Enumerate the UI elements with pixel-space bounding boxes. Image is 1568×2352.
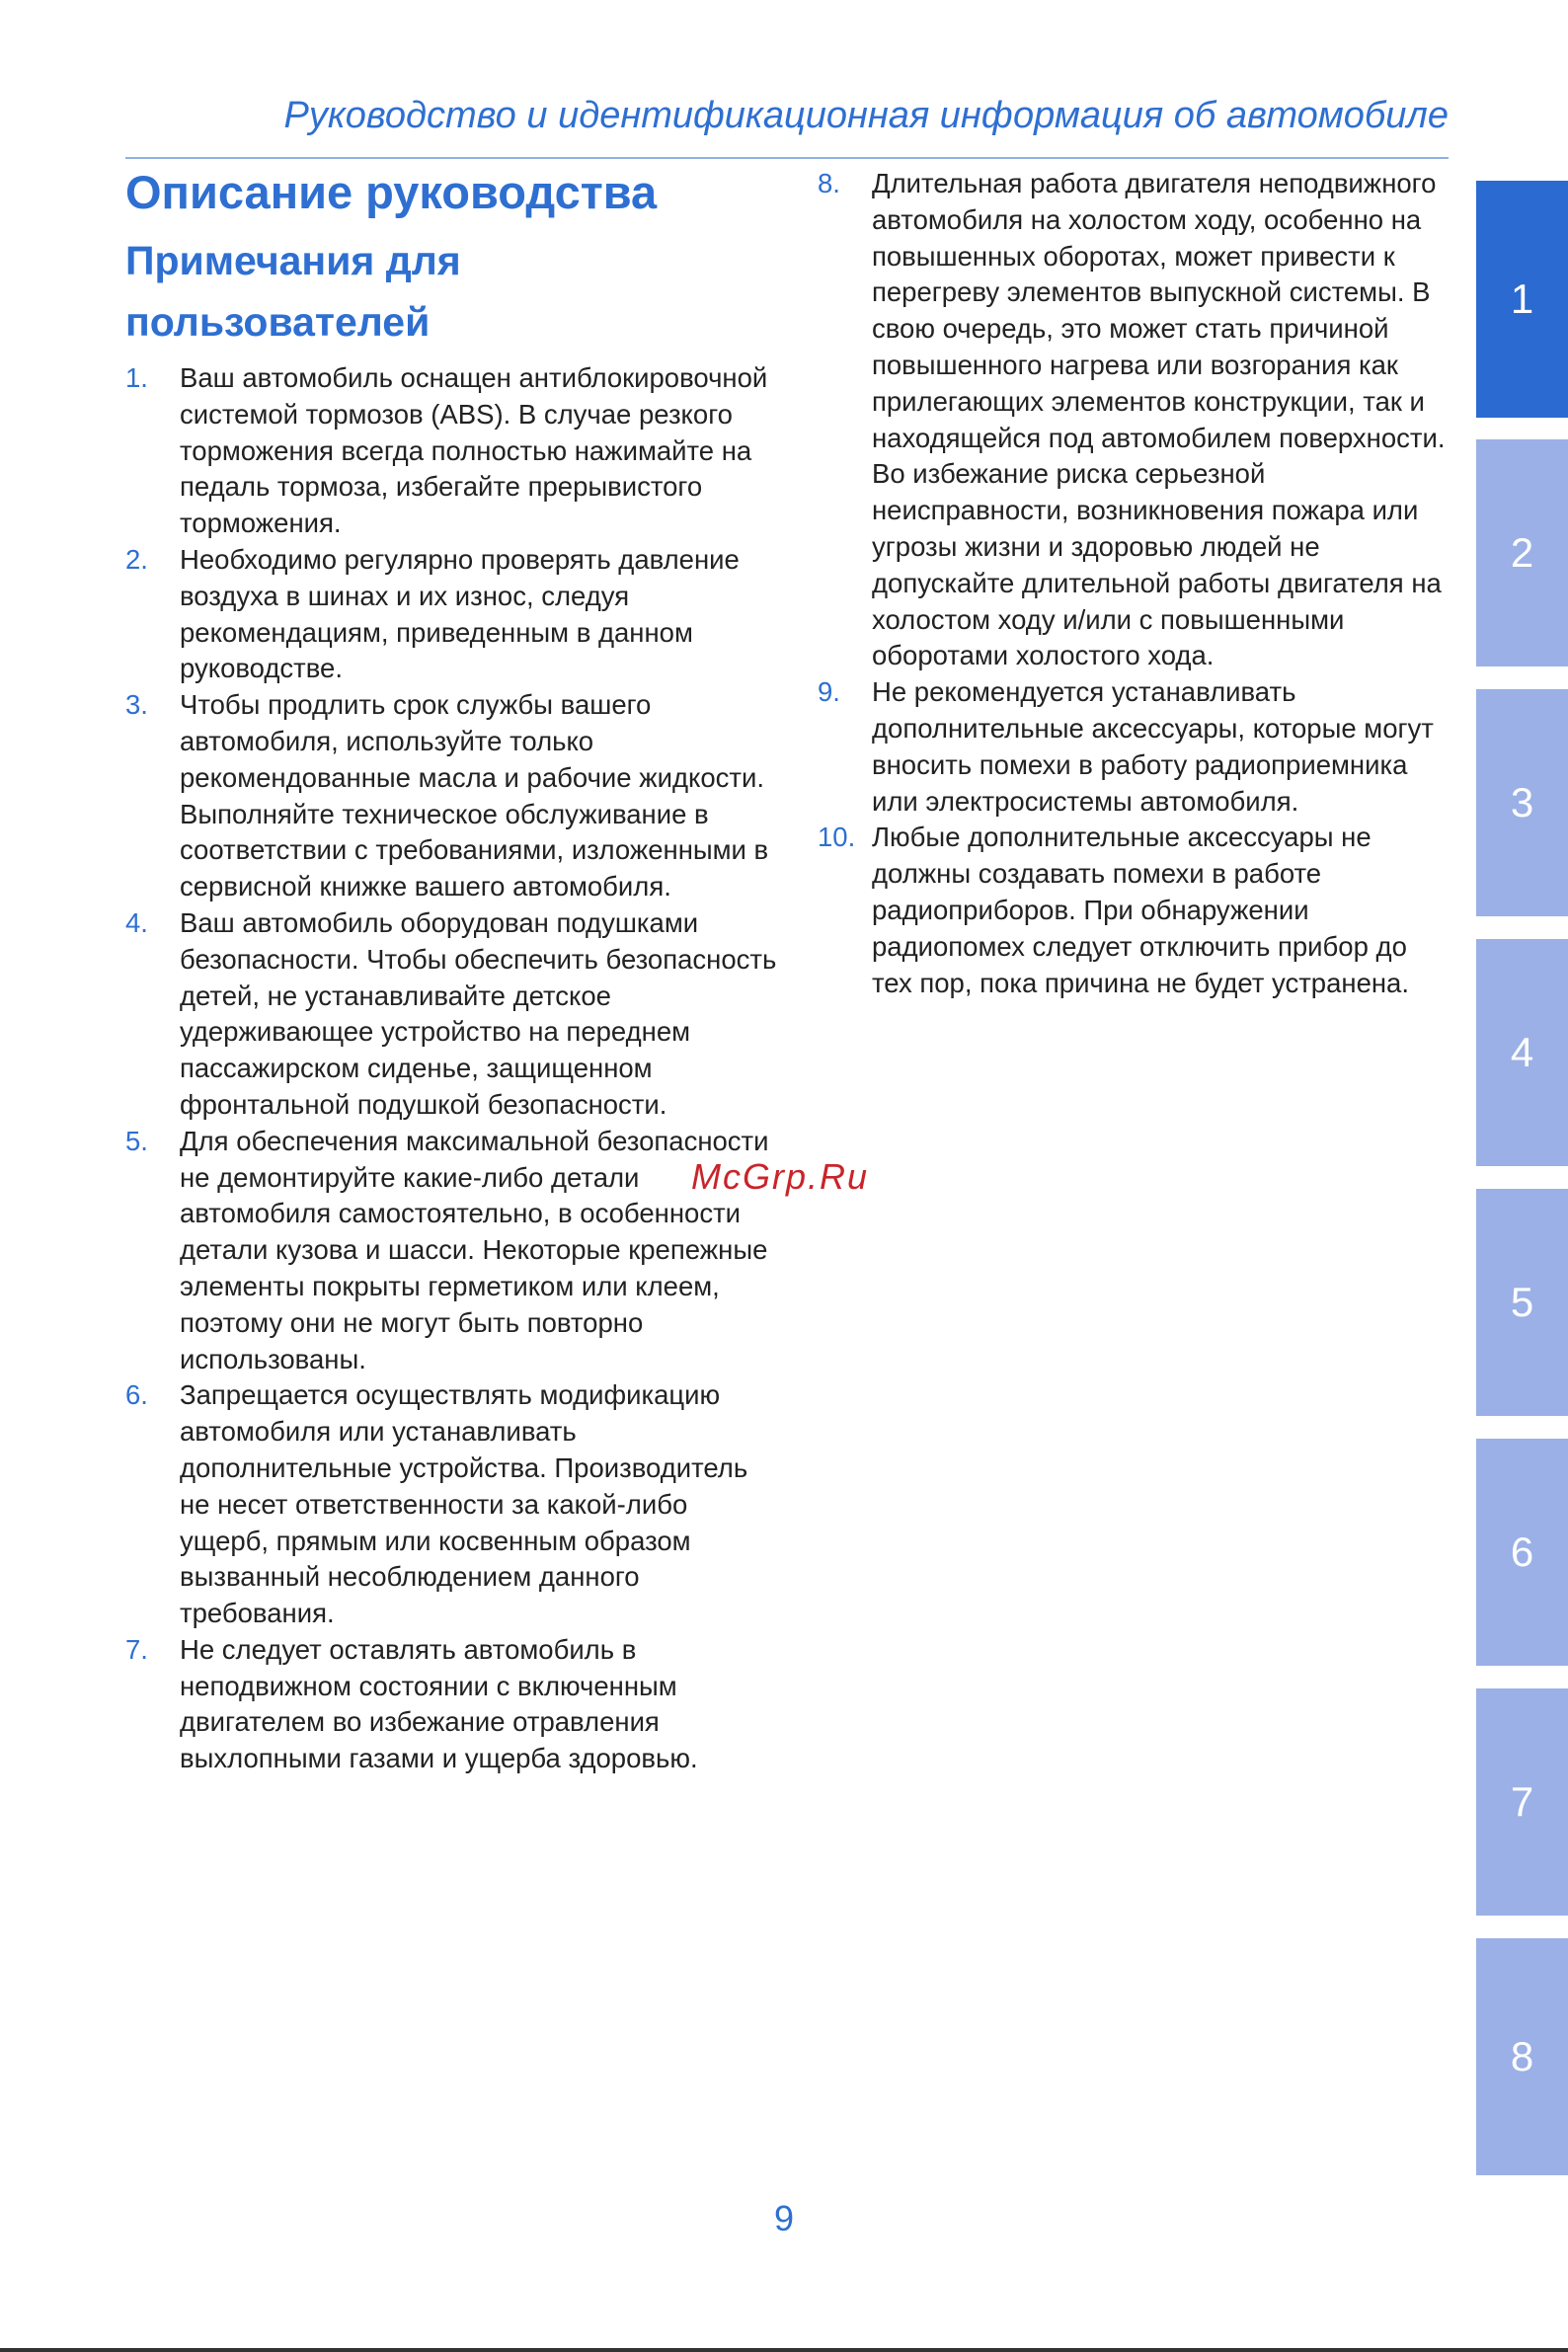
page-header-title: Руководство и идентификационная информация об автомобиле xyxy=(283,95,1449,136)
list-item xyxy=(818,166,1450,674)
item-text: Необходимо регулярно проверять давление воздуха в шинах и их износ, следуя рекомендациям, приведенным в данном руководстве. xyxy=(180,543,740,684)
item-text: Ваш автомобиль оборудован подушками безопасности. Чтобы обеспечить безопасность детей, не устанавливайте детское удерживающее устройство на переднем пассажирском сиденье, защищенном фронтальной подушкой безопасности. xyxy=(180,906,777,1120)
list-item xyxy=(125,687,777,905)
item-number: 8. xyxy=(818,168,840,198)
header-divider xyxy=(125,157,1449,159)
chapter-tab-7[interactable]: 7 xyxy=(1476,1688,1568,1916)
right-column xyxy=(818,166,1450,1001)
chapter-tab-8[interactable]: 8 xyxy=(1476,1938,1568,2175)
item-number: 10. xyxy=(818,822,856,853)
list-item xyxy=(818,820,1450,1001)
list-item xyxy=(125,1124,777,1378)
item-text: Не следует оставлять автомобиль в неподвижном состоянии с включенным двигателем во избежание отравления выхлопными газами и ущерба здоровью. xyxy=(180,1633,698,1774)
item-text: Для обеспечения максимальной безопасности не демонтируйте какие-либо детали автомобиля самостоятельно, в особенности детали кузова и шасси. Некоторые крепежные элементы покрыты герметиком или клеем, поэтому они не могут быть повторно использованы. xyxy=(180,1125,769,1374)
item-number: 2. xyxy=(125,543,148,575)
notes-list-right xyxy=(818,166,1450,1001)
item-text: Любые дополнительные аксессуары не должны создавать помехи в работе радиоприборов. При обнаружении радиопомех следует отключить прибор до тех пор, пока причина не будет устранена. xyxy=(872,822,1409,998)
section-title: Описание руководства xyxy=(125,166,658,218)
chapter-tab-6[interactable]: 6 xyxy=(1476,1439,1568,1666)
section-subtitle: Примечания для пользователей xyxy=(125,238,461,345)
item-number: 7. xyxy=(125,1633,148,1665)
item-number: 1. xyxy=(125,362,148,393)
chapter-tab-5[interactable]: 5 xyxy=(1476,1189,1568,1416)
item-number: 3. xyxy=(125,689,148,721)
item-number: 9. xyxy=(818,676,840,708)
list-item xyxy=(125,1632,777,1777)
item-text: Ваш автомобиль оснащен антиблокировочной системой тормозов (ABS). В случае резкого торможения всегда полностью нажимайте на педаль тормоза, избегайте прерывистого торможения. xyxy=(180,362,768,539)
chapter-tab-2[interactable]: 2 xyxy=(1476,439,1568,666)
list-item xyxy=(125,905,777,1124)
chapter-tab-3[interactable]: 3 xyxy=(1476,689,1568,916)
chapter-tab-1[interactable]: 1 xyxy=(1476,181,1568,418)
item-text: Длительная работа двигателя неподвижного автомобиля на холостом ходу, особенно на повышенных оборотах, может привести к перегреву элементов выпускной системы. В свою очередь, это может стать причиной повышенного нагрева или возгорания как прилегающих элементов конструкции, так и находящейся под автомобилем поверхности. Во избежание риска серьезной неисправности, возникновения пожара или угрозы жизни и здоровью людей не допускайте длительной работы двигателя на холостом ходу и/или с повышенными оборотами холостого хода. xyxy=(872,168,1446,671)
item-text: Чтобы продлить срок службы вашего автомобиля, используйте только рекомендованные масла и рабочие жидкости. Выполняйте техническое обслуживание в соответствии с требованиями, изложенными в сервисной книжке вашего автомобиля. xyxy=(180,689,769,902)
item-text: Запрещается осуществлять модификацию автомобиля или устанавливать дополнительные устройства. Производитель не несет ответственности за какой-либо ущерб, прямым или косвенным образом вызванный несоблюдением данного требования. xyxy=(180,1379,748,1629)
notes-list-left xyxy=(125,360,777,1777)
watermark: McGrp.Ru xyxy=(691,1156,870,1197)
page-number: 9 xyxy=(773,2198,795,2238)
left-column xyxy=(125,163,777,1777)
item-number: 6. xyxy=(125,1379,148,1411)
list-item xyxy=(818,674,1450,820)
list-item xyxy=(125,360,777,542)
list-item xyxy=(125,542,777,687)
list-item xyxy=(125,1377,777,1632)
item-number: 5. xyxy=(125,1125,148,1156)
item-number: 4. xyxy=(125,906,148,938)
chapter-tab-4[interactable]: 4 xyxy=(1476,939,1568,1166)
item-text: Не рекомендуется устанавливать дополнительные аксессуары, которые могут вносить помехи в работу радиоприемника или электросистемы автомобиля. xyxy=(872,676,1434,817)
page-bottom-border xyxy=(0,2348,1568,2352)
